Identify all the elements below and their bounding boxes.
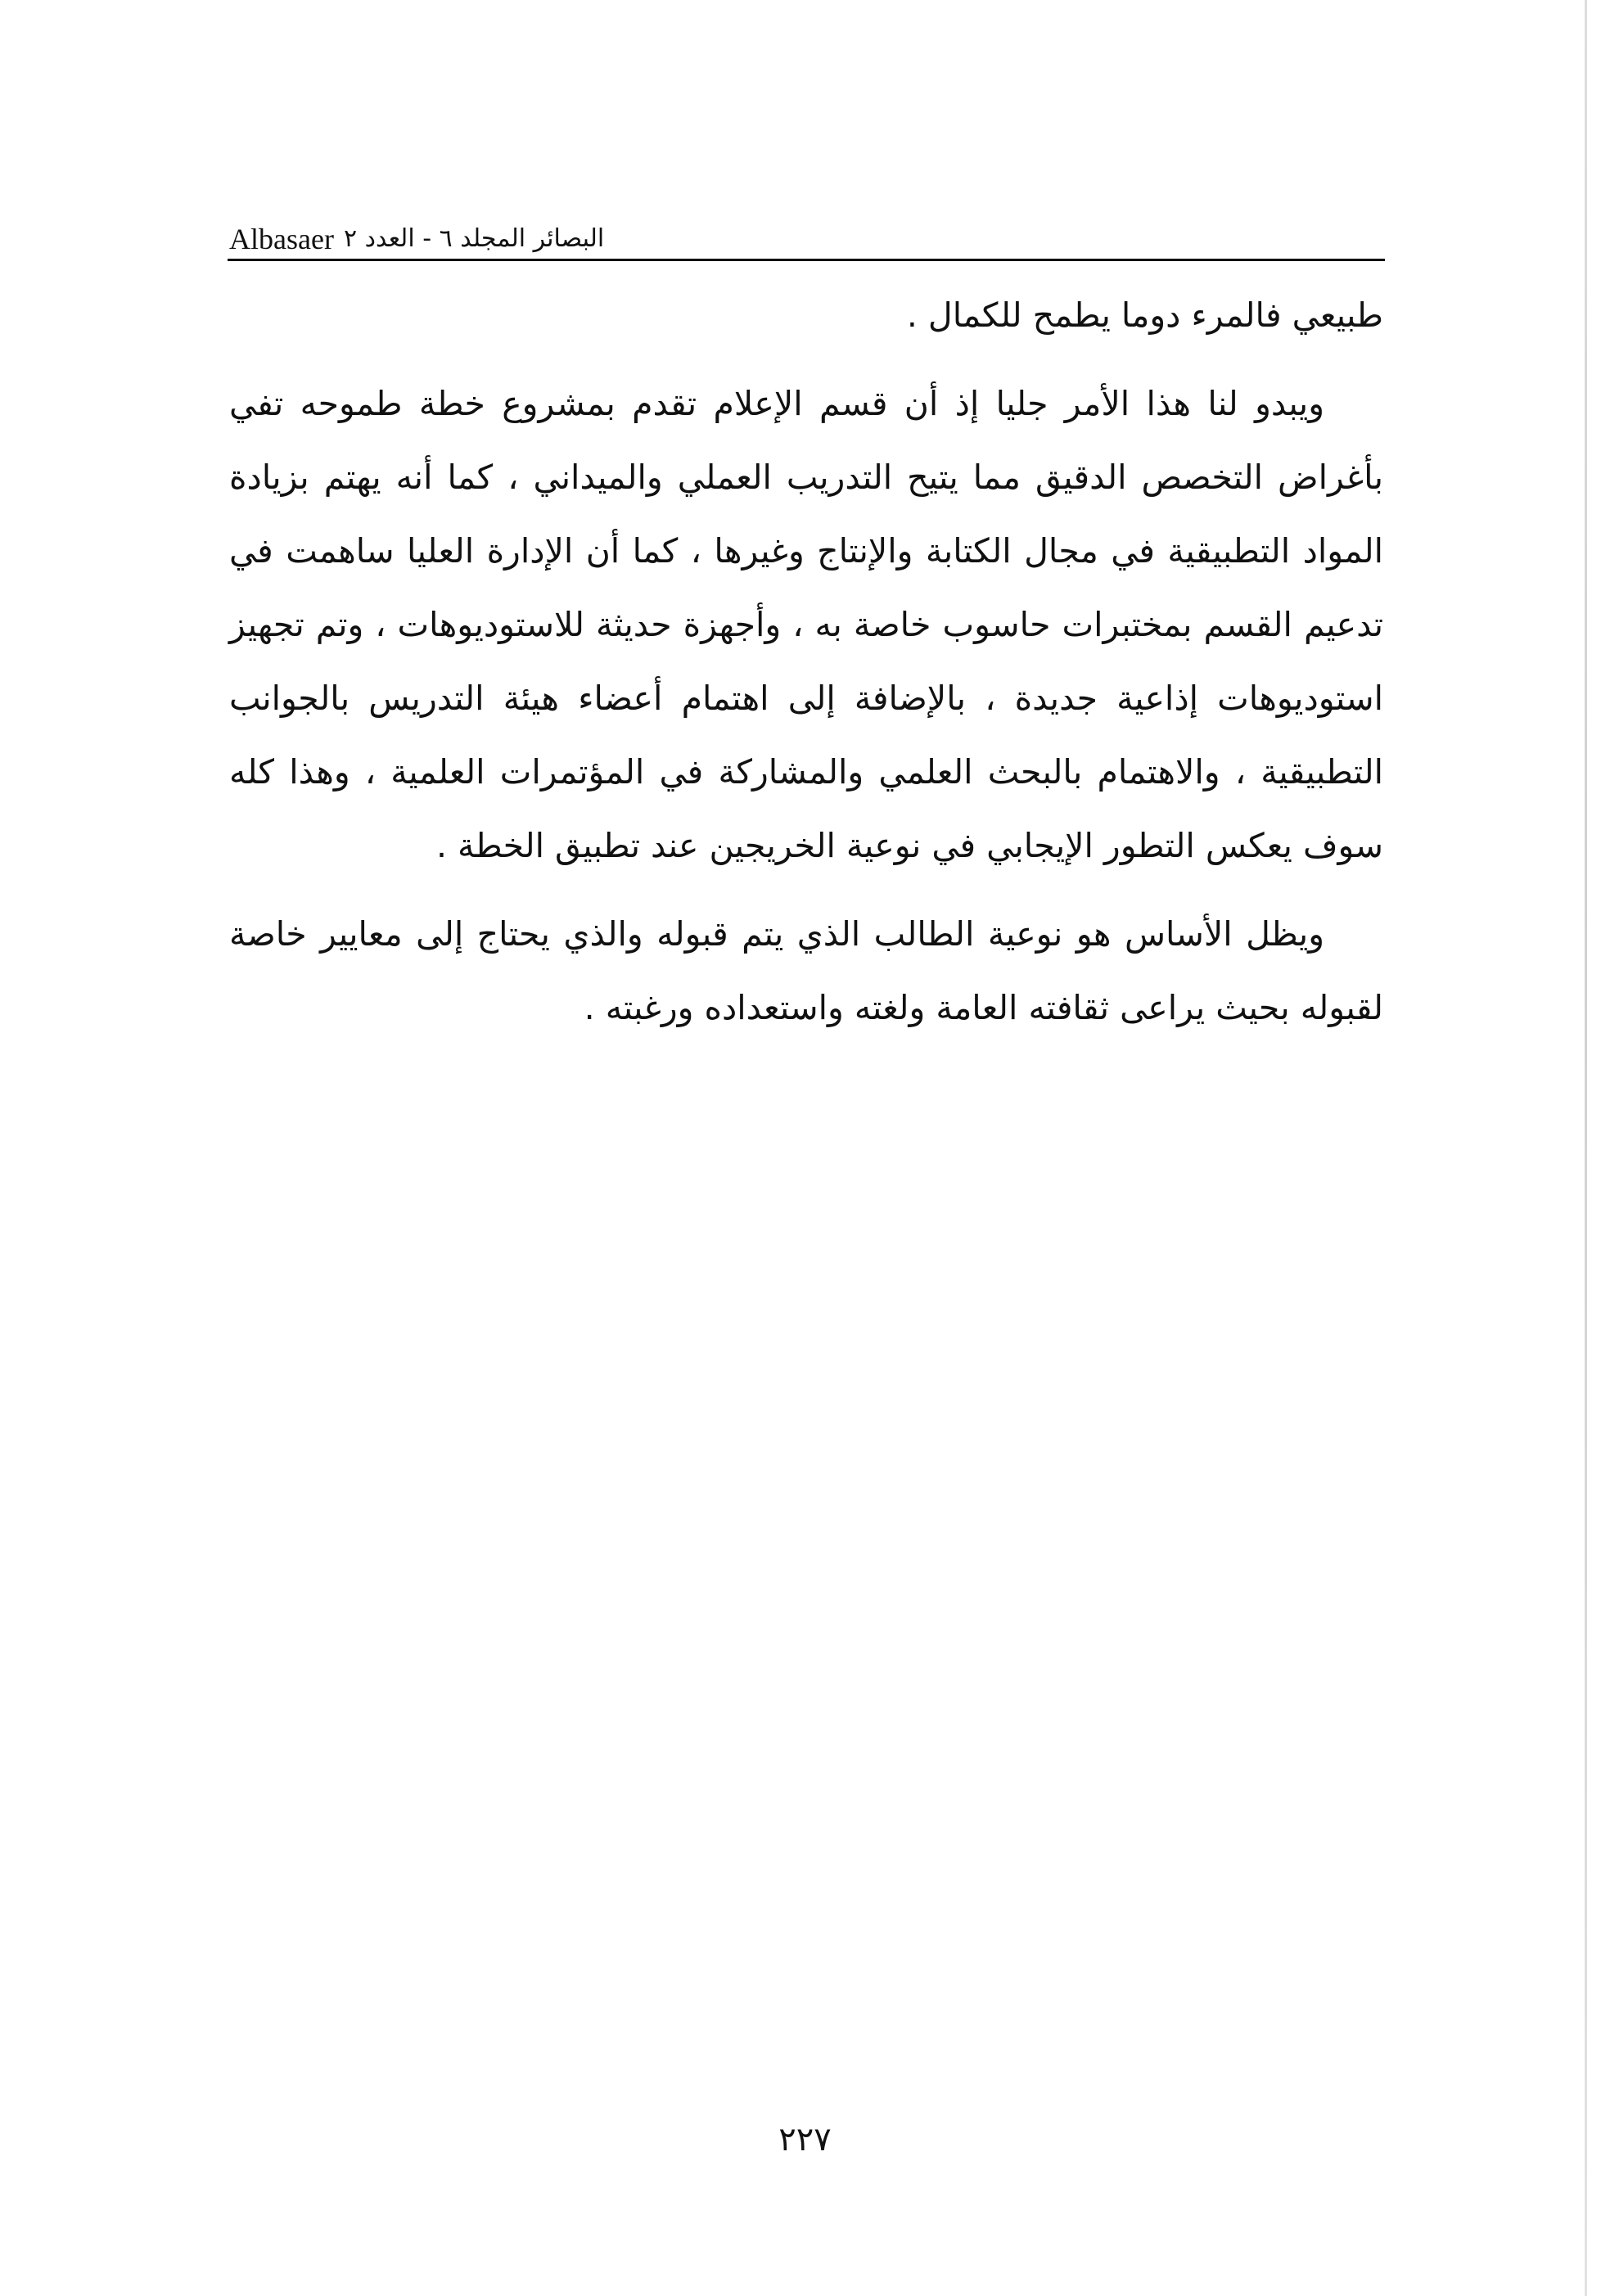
paragraph: ويظل الأساس هو نوعية الطالب الذي يتم قبوله والذي يحتاج إلى معايير خاصة لقبوله بحيث يراعى ثقافته العامة ولغته واستعداده ورغبته . xyxy=(229,914,1383,1027)
paragraph: ويبدو لنا هذا الأمر جليا إذ أن قسم الإعلام تقدم بمشروع خطة طموحه تفي بأغراض التخصص الدقيق مما يتيح التدريب العملي والميداني ، كما أنه يهتم بزيادة المواد التطبيقية في مجال الكتابة والإنتاج وغيرها ، كما أن الإدارة العليا ساهمت في تدعيم القسم بمختبرات حاسوب خاصة به ، وأجهزة حديثة للاستوديوهات ، وتم تجهيز استوديوهات إذاعية جديدة ، بالإضافة إلى اهتمام أعضاء هيئة التدريس بالجوانب التطبيقية ، والاهتمام بالبحث العلمي والمشاركة في المؤتمرات العلمية ، وهذا كله سوف يعكس التطور الإيجابي في نوعية الخريجين عند تطبيق الخطة . xyxy=(229,384,1383,865)
scan-edge xyxy=(1585,0,1587,2296)
journal-volume-issue: البصائر المجلد ٦ - العدد ٢ xyxy=(343,224,605,253)
paragraph-continued: طبيعي فالمرء دوما يطمح للكمال . xyxy=(906,295,1383,335)
running-header xyxy=(229,214,1383,255)
journal-name-latin: Albasaer xyxy=(229,223,334,255)
article-body xyxy=(229,278,1383,1059)
header-divider xyxy=(228,259,1385,261)
page-number: ٢٢٧ xyxy=(778,2121,832,2158)
